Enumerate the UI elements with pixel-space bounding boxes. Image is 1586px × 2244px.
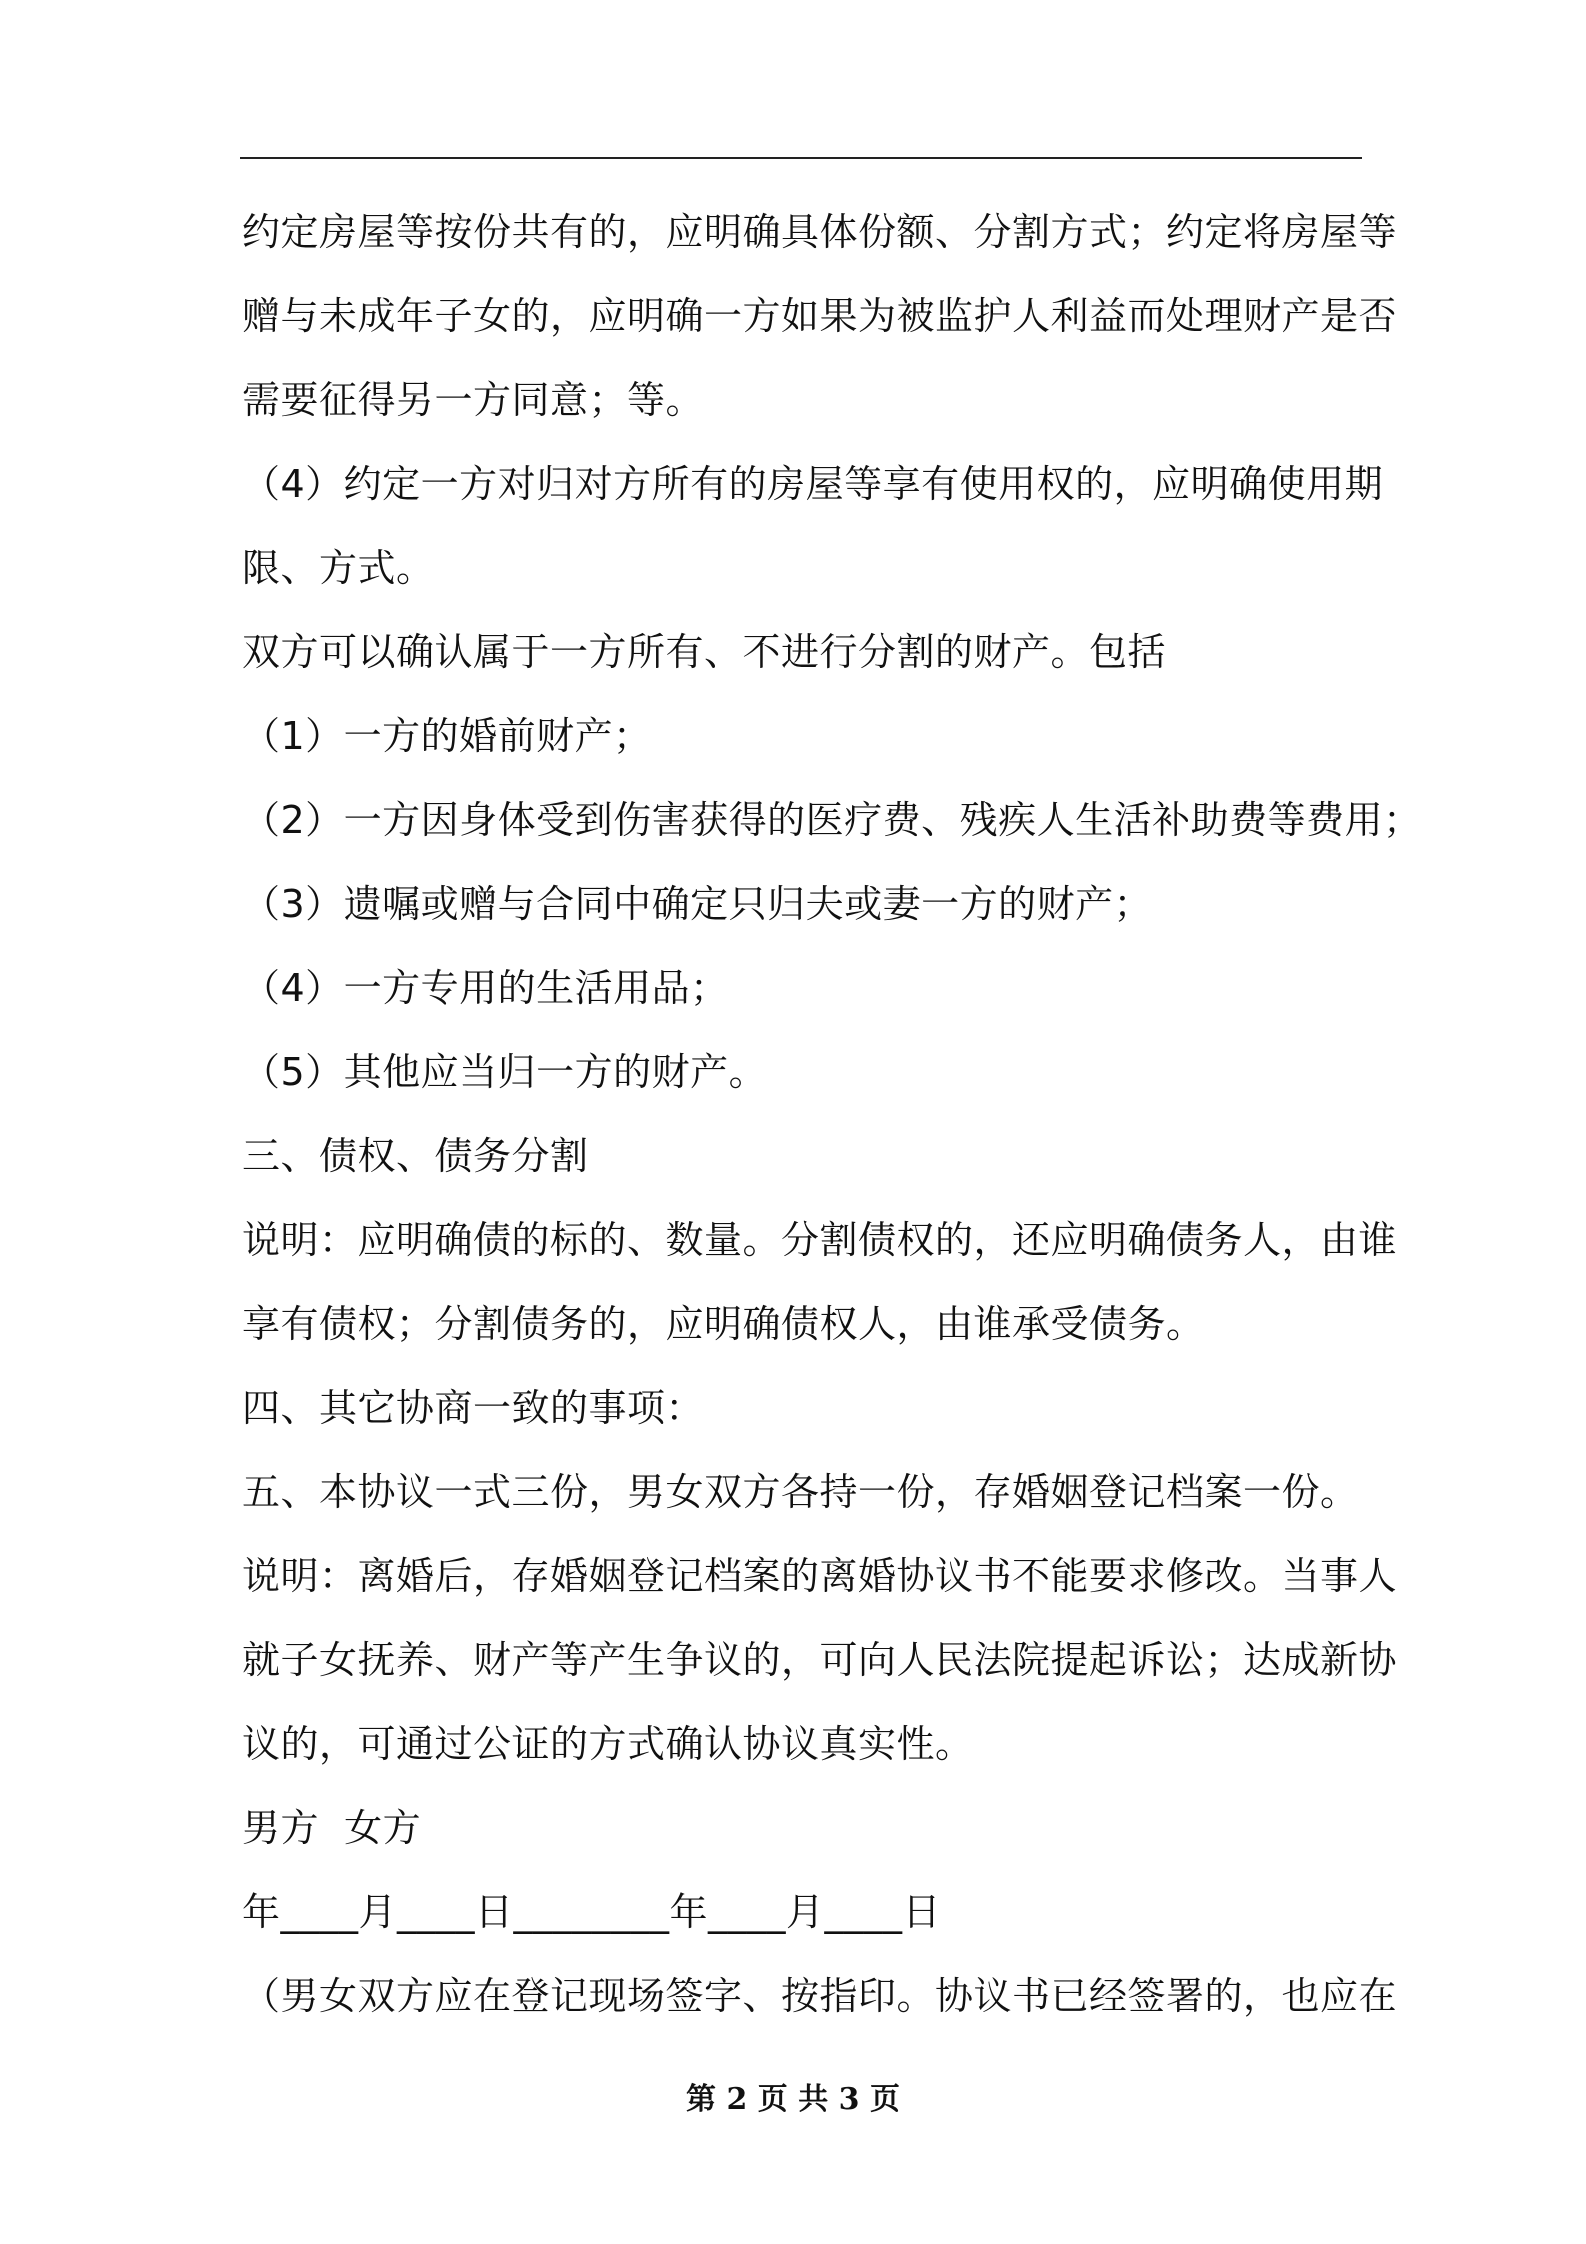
list-item: （4）一方专用的生活用品； [242, 966, 729, 1010]
date-line: 年____月____日________年____月____日 [242, 1890, 942, 1934]
text-line: 赠与未成年子女的，应明确一方如果为被监护人利益而处理财产是否 [242, 294, 1398, 338]
text-line: 限、方式。 [242, 546, 435, 590]
section-heading: 五、本协议一式三份，男女双方各持一份，存婚姻登记档案一份。 [242, 1470, 1359, 1514]
text-line: （4）约定一方对归对方所有的房屋等享有使用权的，应明确使用期 [242, 462, 1384, 506]
text-line: （男女双方应在登记现场签字、按指印。协议书已经签署的，也应在 [242, 1974, 1398, 2018]
list-item: （3）遗嘱或赠与合同中确定只归夫或妻一方的财产； [242, 882, 1153, 926]
header-rule [240, 157, 1362, 159]
list-item: （5）其他应当归一方的财产。 [242, 1050, 768, 1094]
text-line: 议的，可通过公证的方式确认协议真实性。 [242, 1722, 974, 1766]
list-item: （2）一方因身体受到伤害获得的医疗费、残疾人生活补助费等费用； [242, 798, 1422, 842]
signature-labels: 男方 女方 [242, 1806, 422, 1850]
text-line: 约定房屋等按份共有的，应明确具体份额、分割方式；约定将房屋等 [242, 210, 1398, 254]
section-heading: 四、其它协商一致的事项： [242, 1386, 705, 1430]
text-line: 需要征得另一方同意；等。 [242, 378, 705, 422]
text-line: 说明：离婚后，存婚姻登记档案的离婚协议书不能要求修改。当事人 [242, 1554, 1398, 1598]
text-line: 说明：应明确债的标的、数量。分割债权的，还应明确债务人，由谁 [242, 1218, 1398, 1262]
section-heading: 三、债权、债务分割 [242, 1134, 589, 1178]
document-body [242, 190, 1422, 2038]
text-line: 享有债权；分割债务的，应明确债权人，由谁承受债务。 [242, 1302, 1205, 1346]
page-number: 第 2 页 共 3 页 [686, 2082, 900, 2117]
text-line: 双方可以确认属于一方所有、不进行分割的财产。包括 [242, 630, 1167, 674]
list-item: （1）一方的婚前财产； [242, 714, 652, 758]
text-line: 就子女抚养、财产等产生争议的，可向人民法院提起诉讼；达成新协 [242, 1638, 1398, 1682]
